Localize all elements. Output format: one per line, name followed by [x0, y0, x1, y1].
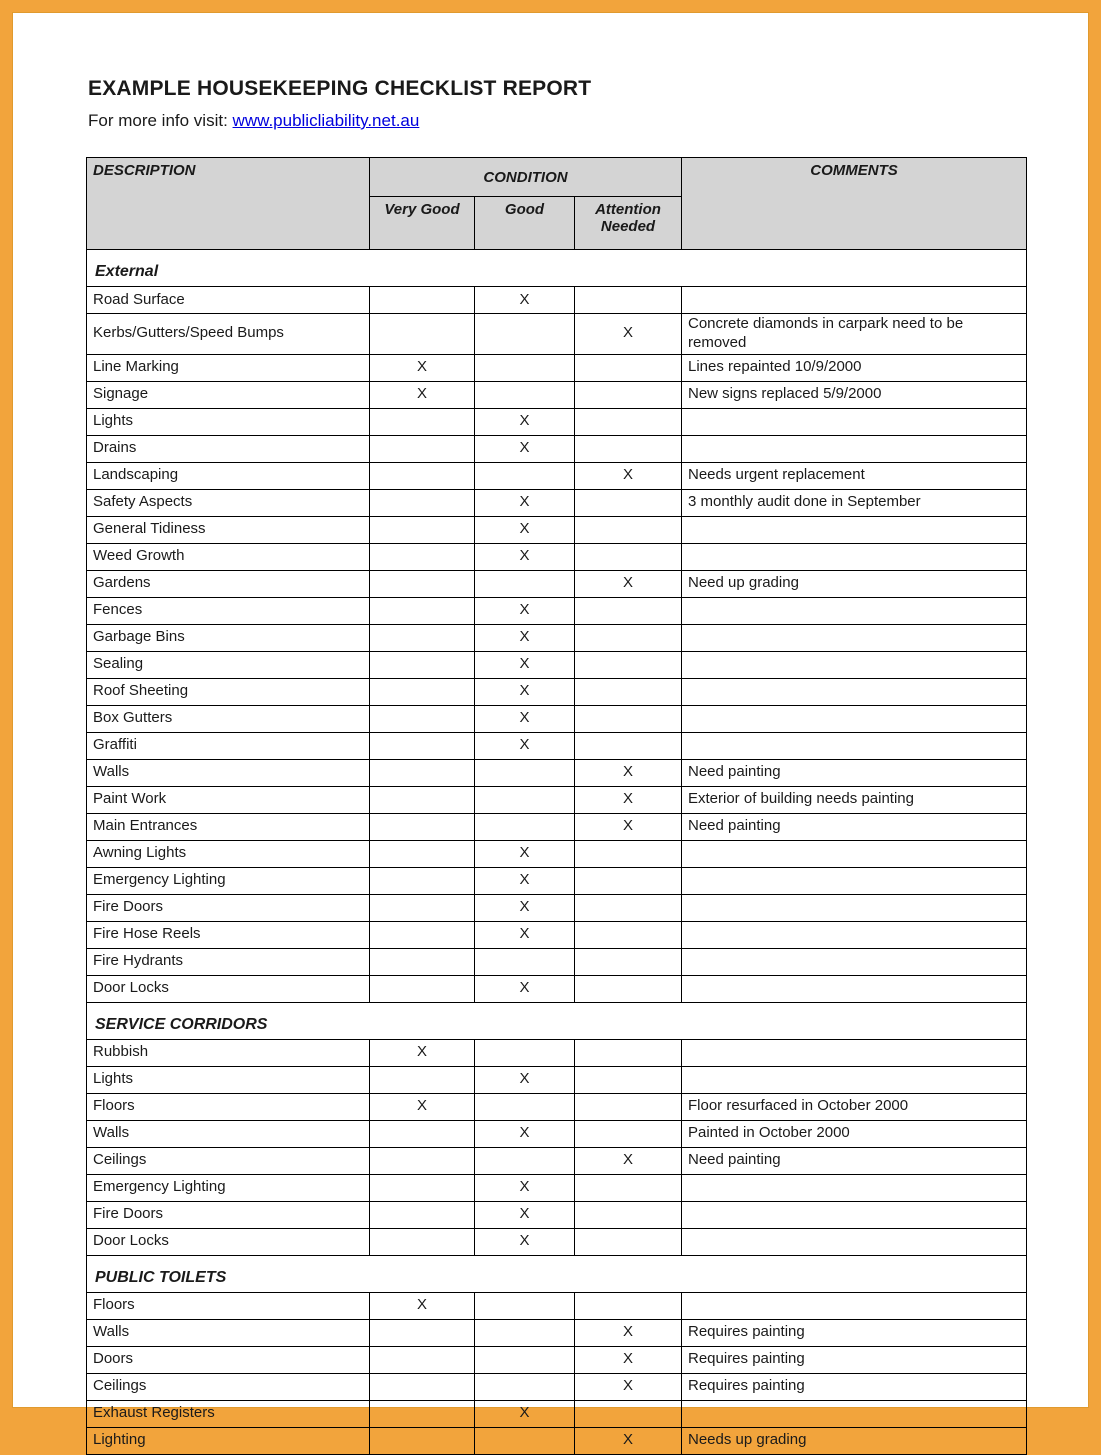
attention-needed-mark-cell — [575, 867, 682, 894]
comment-cell: New signs replaced 5/9/2000 — [682, 381, 1027, 408]
comment-cell — [682, 732, 1027, 759]
very-good-mark-cell — [370, 570, 475, 597]
table-row — [87, 732, 1027, 759]
attention-needed-mark-cell — [575, 1228, 682, 1255]
attention-needed-mark-cell — [575, 1400, 682, 1427]
table-row — [87, 813, 1027, 840]
item-label-cell: Emergency Lighting — [87, 867, 370, 894]
attention-needed-mark-cell — [575, 921, 682, 948]
good-mark-cell: X — [475, 1066, 575, 1093]
comment-cell — [682, 894, 1027, 921]
table-row — [87, 948, 1027, 975]
very-good-mark-cell — [370, 759, 475, 786]
very-good-mark-cell — [370, 624, 475, 651]
good-mark-cell: X — [475, 624, 575, 651]
item-label-cell: Roof Sheeting — [87, 678, 370, 705]
very-good-mark-cell — [370, 408, 475, 435]
good-mark-cell — [475, 354, 575, 381]
item-label-cell: Garbage Bins — [87, 624, 370, 651]
very-good-mark-cell — [370, 651, 475, 678]
attention-needed-mark-cell — [575, 435, 682, 462]
comment-cell — [682, 867, 1027, 894]
table-row — [87, 1120, 1027, 1147]
table-row — [87, 489, 1027, 516]
item-label-cell: Landscaping — [87, 462, 370, 489]
table-row — [87, 1346, 1027, 1373]
item-label-cell: Doors — [87, 1346, 370, 1373]
attention-needed-mark-cell: X — [575, 314, 682, 355]
comment-cell: Need painting — [682, 813, 1027, 840]
table-row — [87, 354, 1027, 381]
item-label-cell: Fences — [87, 597, 370, 624]
very-good-mark-cell — [370, 786, 475, 813]
item-label-cell: Box Gutters — [87, 705, 370, 732]
attention-needed-mark-cell: X — [575, 570, 682, 597]
very-good-mark-cell — [370, 435, 475, 462]
item-label-cell: Fire Doors — [87, 1201, 370, 1228]
good-mark-cell: X — [475, 1120, 575, 1147]
very-good-mark-cell — [370, 462, 475, 489]
good-mark-cell: X — [475, 975, 575, 1002]
table-row — [87, 1228, 1027, 1255]
comment-cell: Need painting — [682, 1147, 1027, 1174]
good-mark-cell — [475, 314, 575, 355]
table-row — [87, 975, 1027, 1002]
table-row — [87, 1373, 1027, 1400]
very-good-mark-cell — [370, 840, 475, 867]
comment-cell — [682, 624, 1027, 651]
good-mark-cell: X — [475, 1174, 575, 1201]
attention-needed-mark-cell — [575, 287, 682, 314]
section-header-label: External — [87, 250, 1027, 287]
item-label-cell: Gardens — [87, 570, 370, 597]
item-label-cell: Sealing — [87, 651, 370, 678]
section-row — [87, 1002, 1027, 1039]
comment-cell — [682, 543, 1027, 570]
document-page — [12, 12, 1089, 1449]
comment-cell — [682, 597, 1027, 624]
item-label-cell: Graffiti — [87, 732, 370, 759]
comment-cell: Requires painting — [682, 1346, 1027, 1373]
attention-needed-mark-cell — [575, 543, 682, 570]
good-column-header: Good — [475, 197, 575, 250]
table-row — [87, 543, 1027, 570]
item-label-cell: Weed Growth — [87, 543, 370, 570]
very-good-mark-cell — [370, 894, 475, 921]
very-good-mark-cell — [370, 1373, 475, 1400]
attention-needed-mark-cell — [575, 624, 682, 651]
good-mark-cell: X — [475, 840, 575, 867]
attention-needed-mark-cell — [575, 840, 682, 867]
item-label-cell: Walls — [87, 1319, 370, 1346]
comment-cell: Painted in October 2000 — [682, 1120, 1027, 1147]
very-good-mark-cell — [370, 543, 475, 570]
item-label-cell: Main Entrances — [87, 813, 370, 840]
good-mark-cell: X — [475, 287, 575, 314]
condition-column-header: CONDITION — [370, 158, 682, 197]
comment-cell — [682, 921, 1027, 948]
item-label-cell: Fire Hose Reels — [87, 921, 370, 948]
comment-cell — [682, 1066, 1027, 1093]
comment-cell — [682, 840, 1027, 867]
attention-needed-mark-cell: X — [575, 1427, 682, 1454]
table-row — [87, 1174, 1027, 1201]
item-label-cell: Lights — [87, 408, 370, 435]
item-label-cell: Safety Aspects — [87, 489, 370, 516]
comment-cell: Needs up grading — [682, 1427, 1027, 1454]
very-good-mark-cell — [370, 975, 475, 1002]
good-mark-cell — [475, 1093, 575, 1120]
good-mark-cell — [475, 1346, 575, 1373]
comment-cell: Requires painting — [682, 1373, 1027, 1400]
very-good-mark-cell — [370, 678, 475, 705]
comment-cell: Requires painting — [682, 1319, 1027, 1346]
good-mark-cell — [475, 786, 575, 813]
very-good-mark-cell — [370, 705, 475, 732]
section-header-label: SERVICE CORRIDORS — [87, 1002, 1027, 1039]
table-row — [87, 894, 1027, 921]
attention-needed-mark-cell — [575, 489, 682, 516]
item-label-cell: Lighting — [87, 1427, 370, 1454]
attention-needed-mark-cell — [575, 1039, 682, 1066]
description-column-header: DESCRIPTION — [87, 158, 370, 250]
item-label-cell: Line Marking — [87, 354, 370, 381]
attention-needed-mark-cell: X — [575, 1319, 682, 1346]
very-good-mark-cell — [370, 1228, 475, 1255]
comment-cell: Needs urgent replacement — [682, 462, 1027, 489]
table-row — [87, 921, 1027, 948]
header-row-main — [87, 158, 1027, 197]
comment-cell: Floor resurfaced in October 2000 — [682, 1093, 1027, 1120]
very-good-mark-cell — [370, 948, 475, 975]
attention-needed-mark-cell — [575, 678, 682, 705]
good-mark-cell: X — [475, 651, 575, 678]
good-mark-cell: X — [475, 543, 575, 570]
subtitle — [88, 111, 1036, 131]
very-good-mark-cell — [370, 1201, 475, 1228]
good-mark-cell — [475, 1427, 575, 1454]
comment-cell: Need up grading — [682, 570, 1027, 597]
item-label-cell: Walls — [87, 759, 370, 786]
table-row — [87, 1427, 1027, 1454]
good-mark-cell — [475, 948, 575, 975]
table-row — [87, 1066, 1027, 1093]
item-label-cell: Drains — [87, 435, 370, 462]
very-good-mark-cell — [370, 1319, 475, 1346]
good-mark-cell: X — [475, 732, 575, 759]
comment-cell: Concrete diamonds in carpark need to be removed — [682, 314, 1027, 355]
comment-cell: Exterior of building needs painting — [682, 786, 1027, 813]
good-mark-cell: X — [475, 516, 575, 543]
comment-cell — [682, 1174, 1027, 1201]
attention-needed-mark-cell: X — [575, 1346, 682, 1373]
very-good-mark-cell — [370, 813, 475, 840]
table-header — [87, 158, 1027, 250]
item-label-cell: Walls — [87, 1120, 370, 1147]
item-label-cell: Fire Doors — [87, 894, 370, 921]
comment-cell — [682, 408, 1027, 435]
very-good-mark-cell — [370, 921, 475, 948]
very-good-mark-cell — [370, 1066, 475, 1093]
good-mark-cell — [475, 570, 575, 597]
comment-cell — [682, 1228, 1027, 1255]
item-label-cell: Door Locks — [87, 975, 370, 1002]
very-good-mark-cell — [370, 1174, 475, 1201]
table-row — [87, 516, 1027, 543]
checklist-body — [87, 250, 1027, 1455]
very-good-mark-cell — [370, 867, 475, 894]
attention-needed-mark-cell — [575, 651, 682, 678]
comment-cell — [682, 651, 1027, 678]
good-mark-cell: X — [475, 1228, 575, 1255]
table-row — [87, 1319, 1027, 1346]
attention-needed-mark-cell — [575, 1292, 682, 1319]
very-good-mark-cell: X — [370, 1039, 475, 1066]
table-row — [87, 867, 1027, 894]
comment-cell — [682, 1201, 1027, 1228]
comment-cell — [682, 948, 1027, 975]
good-mark-cell — [475, 759, 575, 786]
attention-needed-mark-cell — [575, 705, 682, 732]
attention-needed-mark-cell — [575, 1174, 682, 1201]
table-row — [87, 1093, 1027, 1120]
attention-needed-mark-cell: X — [575, 786, 682, 813]
comment-cell: Need painting — [682, 759, 1027, 786]
very-good-mark-cell — [370, 1120, 475, 1147]
attention-needed-mark-cell — [575, 732, 682, 759]
table-row — [87, 840, 1027, 867]
very-good-mark-cell — [370, 1427, 475, 1454]
housekeeping-checklist-table — [86, 157, 1027, 1455]
comment-cell — [682, 435, 1027, 462]
comments-column-header: COMMENTS — [682, 158, 1027, 250]
item-label-cell: Ceilings — [87, 1147, 370, 1174]
attention-needed-column-header: Attention Needed — [575, 197, 682, 250]
very-good-mark-cell — [370, 314, 475, 355]
good-mark-cell: X — [475, 435, 575, 462]
table-row — [87, 1039, 1027, 1066]
item-label-cell: Door Locks — [87, 1228, 370, 1255]
very-good-mark-cell — [370, 1346, 475, 1373]
comment-cell — [682, 1400, 1027, 1427]
attention-needed-mark-cell — [575, 354, 682, 381]
table-row — [87, 570, 1027, 597]
good-mark-cell — [475, 462, 575, 489]
comment-cell — [682, 705, 1027, 732]
comment-cell — [682, 678, 1027, 705]
table-row — [87, 1400, 1027, 1427]
very-good-mark-cell — [370, 516, 475, 543]
very-good-column-header: Very Good — [370, 197, 475, 250]
attention-needed-mark-cell: X — [575, 759, 682, 786]
item-label-cell: Ceilings — [87, 1373, 370, 1400]
table-row — [87, 462, 1027, 489]
page-title: EXAMPLE HOUSEKEEPING CHECKLIST REPORT — [88, 77, 592, 100]
attention-needed-mark-cell: X — [575, 462, 682, 489]
good-mark-cell — [475, 1292, 575, 1319]
section-row — [87, 1255, 1027, 1292]
table-row — [87, 705, 1027, 732]
table-row — [87, 435, 1027, 462]
attention-needed-mark-cell — [575, 516, 682, 543]
comment-cell — [682, 1039, 1027, 1066]
good-mark-cell: X — [475, 489, 575, 516]
attention-needed-mark-cell — [575, 1120, 682, 1147]
item-label-cell: Floors — [87, 1093, 370, 1120]
very-good-mark-cell — [370, 1400, 475, 1427]
item-label-cell: Exhaust Registers — [87, 1400, 370, 1427]
good-mark-cell: X — [475, 597, 575, 624]
table-row — [87, 759, 1027, 786]
item-label-cell: Floors — [87, 1292, 370, 1319]
very-good-mark-cell — [370, 732, 475, 759]
very-good-mark-cell: X — [370, 1292, 475, 1319]
good-mark-cell: X — [475, 1400, 575, 1427]
very-good-mark-cell: X — [370, 354, 475, 381]
item-label-cell: Paint Work — [87, 786, 370, 813]
good-mark-cell — [475, 381, 575, 408]
attention-needed-mark-cell — [575, 597, 682, 624]
very-good-mark-cell: X — [370, 381, 475, 408]
attention-needed-mark-cell: X — [575, 1373, 682, 1400]
very-good-mark-cell — [370, 597, 475, 624]
good-mark-cell: X — [475, 678, 575, 705]
table-row — [87, 408, 1027, 435]
attention-needed-mark-cell — [575, 1066, 682, 1093]
table-row — [87, 287, 1027, 314]
comment-cell — [682, 975, 1027, 1002]
subtitle-prefix: For more info visit: — [88, 111, 233, 130]
table-row — [87, 678, 1027, 705]
attention-needed-mark-cell — [575, 1201, 682, 1228]
table-row — [87, 597, 1027, 624]
good-mark-cell — [475, 1319, 575, 1346]
item-label-cell: Kerbs/Gutters/Speed Bumps — [87, 314, 370, 355]
attention-needed-mark-cell — [575, 948, 682, 975]
very-good-mark-cell — [370, 489, 475, 516]
very-good-mark-cell: X — [370, 1093, 475, 1120]
comment-cell — [682, 516, 1027, 543]
item-label-cell: Signage — [87, 381, 370, 408]
comment-cell: 3 monthly audit done in September — [682, 489, 1027, 516]
attention-needed-mark-cell: X — [575, 813, 682, 840]
good-mark-cell: X — [475, 867, 575, 894]
comment-cell: Lines repainted 10/9/2000 — [682, 354, 1027, 381]
attention-needed-mark-cell — [575, 894, 682, 921]
good-mark-cell: X — [475, 408, 575, 435]
section-header-label: PUBLIC TOILETS — [87, 1255, 1027, 1292]
item-label-cell: Emergency Lighting — [87, 1174, 370, 1201]
table-row — [87, 1201, 1027, 1228]
comment-cell — [682, 287, 1027, 314]
table-row — [87, 1147, 1027, 1174]
table-row — [87, 381, 1027, 408]
good-mark-cell — [475, 1039, 575, 1066]
item-label-cell: Fire Hydrants — [87, 948, 370, 975]
very-good-mark-cell — [370, 1147, 475, 1174]
good-mark-cell: X — [475, 705, 575, 732]
comment-cell — [682, 1292, 1027, 1319]
table-row — [87, 624, 1027, 651]
good-mark-cell: X — [475, 894, 575, 921]
attention-needed-mark-cell — [575, 1093, 682, 1120]
good-mark-cell: X — [475, 1201, 575, 1228]
item-label-cell: Rubbish — [87, 1039, 370, 1066]
attention-needed-mark-cell: X — [575, 1147, 682, 1174]
good-mark-cell — [475, 1373, 575, 1400]
table-row — [87, 1292, 1027, 1319]
good-mark-cell — [475, 813, 575, 840]
item-label-cell: Lights — [87, 1066, 370, 1093]
attention-needed-mark-cell — [575, 408, 682, 435]
info-link[interactable]: www.publicliability.net.au — [232, 111, 420, 130]
attention-needed-mark-cell — [575, 381, 682, 408]
attention-needed-mark-cell — [575, 975, 682, 1002]
item-label-cell: Road Surface — [87, 287, 370, 314]
good-mark-cell: X — [475, 921, 575, 948]
table-row — [87, 651, 1027, 678]
good-mark-cell — [475, 1147, 575, 1174]
table-row — [87, 314, 1027, 355]
table-row — [87, 786, 1027, 813]
very-good-mark-cell — [370, 287, 475, 314]
item-label-cell: General Tidiness — [87, 516, 370, 543]
item-label-cell: Awning Lights — [87, 840, 370, 867]
section-row — [87, 250, 1027, 287]
